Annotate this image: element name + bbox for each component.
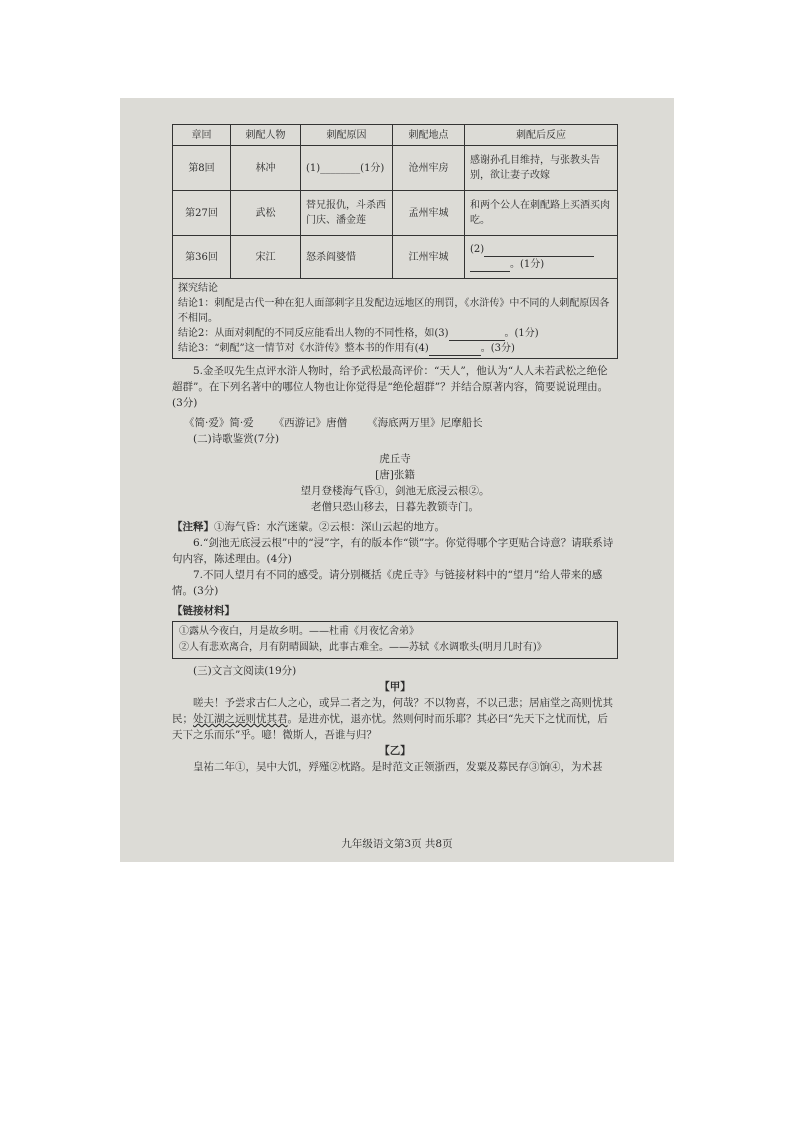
question-6: 6.“剑池无底浸云根”中的“浸”字，有的版本作“锁”字。你觉得哪个字更贴合诗意？请联系诗句内容，陈述理由。(4分) xyxy=(172,537,614,565)
exam-page xyxy=(120,98,674,862)
cell-place: 江州牢城 xyxy=(393,236,465,279)
table-row xyxy=(173,146,618,191)
passage-jia-marked-phrase: 处江湖之远则忧其君 xyxy=(193,713,288,725)
question-5: 5.金圣叹先生点评水浒人物时，给予武松最高评价：“天人”，他认为“人人未若武松之绝伦超群”。在下列名著中的哪位人物也让你觉得是“绝伦超群”？并结合原著内容，简要说说理由。(3分) xyxy=(172,365,609,409)
cell-reaction-blank[interactable] xyxy=(465,236,618,279)
poem-author: [唐]张籍 xyxy=(375,469,415,481)
cell-chapter: 第27回 xyxy=(173,191,231,236)
cell-chapter: 第8回 xyxy=(173,146,231,191)
passage-jia-text-c: 。是进亦忧，退亦忧。然则何时而乐耶？其必曰“先天下之忧而忧，后天下之乐而乐”乎。噫！微斯人，吾谁与归？ xyxy=(172,713,608,741)
passage-yi-label: 【乙】 xyxy=(379,745,411,757)
cell-place: 孟州牢城 xyxy=(393,191,465,236)
question-7: 7.不同人望月有不同的感受。请分别概括《虎丘寺》与链接材料中的“望月”给人带来的感情。(3分) xyxy=(172,569,603,597)
header-reaction: 刺配后反应 xyxy=(465,125,618,146)
cell-reaction: 感谢孙孔目维持，与张教头告别，欲让妻子改嫁 xyxy=(465,146,618,191)
cell-reason-blank[interactable]: (1)________(1分) xyxy=(301,146,393,191)
book-option: 《西游记》唐僧 xyxy=(273,417,348,429)
conclusion-2-score: 。(1分) xyxy=(504,328,539,339)
section-3-title: (三)文言文阅读(19分) xyxy=(193,665,297,677)
table-row xyxy=(173,191,618,236)
link-label: 【链接材料】 xyxy=(172,605,235,617)
header-person: 刺配人物 xyxy=(231,125,301,146)
answer-line[interactable] xyxy=(470,271,510,272)
header-reason: 刺配原因 xyxy=(301,125,393,146)
poem-title: 虎丘寺 xyxy=(379,453,411,465)
reaction-score: 。(1分) xyxy=(510,259,545,270)
page-footer: 九年级语文第3页 共8页 xyxy=(341,838,453,850)
link-material-box xyxy=(172,621,618,659)
table-row xyxy=(173,236,618,279)
table-header-row xyxy=(173,125,618,146)
conclusion-2-text: 结论2：从面对刺配的不同反应能看出人物的不同性格，如(3) xyxy=(178,328,449,339)
poem-line-2: 老僧只恐山移去，日暮先教锁寺门。 xyxy=(311,501,479,513)
thesis-table xyxy=(172,124,618,359)
section-2-title: (二)诗歌鉴赏(7分) xyxy=(193,433,280,445)
conclusion-title: 探究结论 xyxy=(178,283,218,294)
passage-jia-label: 【甲】 xyxy=(379,681,411,693)
answer-line[interactable] xyxy=(429,355,481,356)
poem-notes xyxy=(172,519,618,535)
reaction-number: (2) xyxy=(470,244,485,255)
cell-person: 武松 xyxy=(231,191,301,236)
header-place: 刺配地点 xyxy=(393,125,465,146)
conclusion-1: 结论1：刺配是古代一种在犯人面部刺字且发配边远地区的刑罚，《水浒传》中不同的人刺配原因各不相同。 xyxy=(178,298,610,324)
cell-reason: 替兄报仇，斗杀西门庆、潘金莲 xyxy=(301,191,393,236)
poem-line-1: 望月登楼海气昏①，剑池无底浸云根②。 xyxy=(300,485,490,497)
link-item-2: ②人有悲欢离合，月有阴晴圆缺，此事古难全。——苏轼《水调歌头(明月几时有)》 xyxy=(179,642,547,653)
cell-reaction: 和两个公人在刺配路上买酒买肉吃。 xyxy=(465,191,618,236)
passage-yi-text: 皇祐二年①，吴中大饥，殍殣②枕路。是时范文正领浙西，发粟及募民存③饷④，为术甚 xyxy=(193,761,603,773)
cell-place: 沧州牢房 xyxy=(393,146,465,191)
cell-chapter: 第36回 xyxy=(173,236,231,279)
conclusion-3-text: 结论3：“刺配”这一情节对《水浒传》整本书的作用有(4) xyxy=(178,343,429,354)
passage-jia-text xyxy=(172,695,618,743)
conclusion-2 xyxy=(178,326,612,341)
book-option: 《海底两万里》尼摩船长 xyxy=(367,417,483,429)
notes-label: 【注释】 xyxy=(172,521,214,533)
passage-jia-text-a: 嗟夫！予尝求古仁人之心，或异二者之为，何哉？不以物喜，不以己悲；居庙堂之高则忧其民； xyxy=(172,697,613,725)
conclusion-3 xyxy=(178,341,612,356)
book-options xyxy=(172,415,618,431)
book-option: 《简·爱》简·爱 xyxy=(184,417,254,429)
header-chapter: 章回 xyxy=(173,125,231,146)
conclusion-cell xyxy=(173,279,618,359)
answer-line[interactable] xyxy=(484,256,594,257)
cell-person: 林冲 xyxy=(231,146,301,191)
cell-person: 宋江 xyxy=(231,236,301,279)
conclusion-row xyxy=(173,279,618,359)
cell-reason: 怒杀阎婆惜 xyxy=(301,236,393,279)
link-item-1: ①露从今夜白，月是故乡明。——杜甫《月夜忆舍弟》 xyxy=(179,626,419,637)
notes-text: ①海气昏：水汽迷蒙。②云根：深山云起的地方。 xyxy=(214,521,445,533)
conclusion-3-score: 。(3分) xyxy=(480,343,515,354)
